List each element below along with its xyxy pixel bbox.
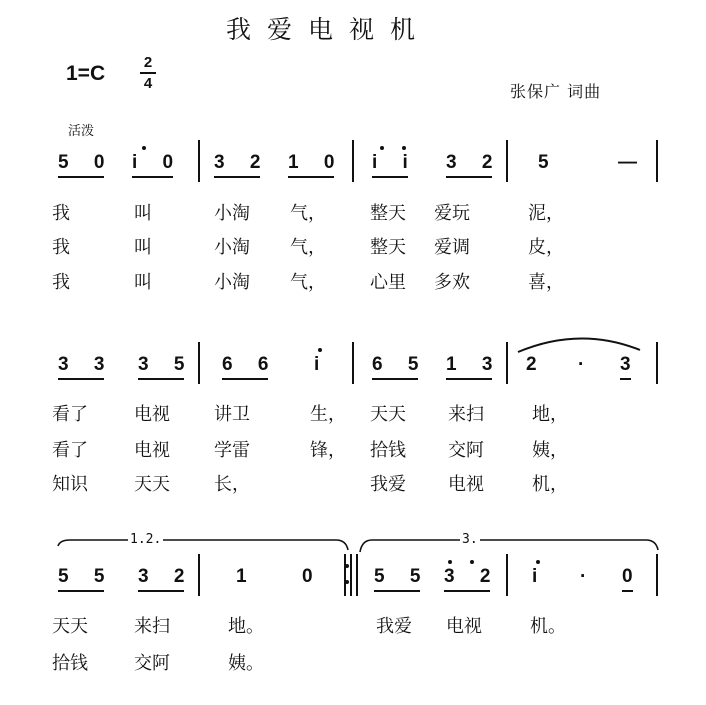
note-group: 0: [622, 566, 643, 587]
note-group: 1 3: [446, 354, 503, 375]
note-group: 3 3: [58, 354, 115, 375]
repeat-dot: [345, 580, 349, 584]
note-group: 3 5: [138, 354, 195, 375]
note-group: i: [532, 566, 548, 587]
note-group: 3 2: [446, 152, 503, 173]
note-group: 2: [526, 354, 547, 375]
note-group: ·: [578, 354, 595, 375]
note-group: i: [314, 354, 330, 375]
volta-bracket-1: [58, 540, 348, 550]
note-group: 6 6: [222, 354, 279, 375]
note-group: i i: [372, 152, 418, 173]
note-group: 5 5: [58, 566, 115, 587]
note-group: 0: [302, 566, 323, 587]
key-signature: 1=C: [66, 62, 106, 85]
note-group: 3: [620, 354, 641, 375]
credit: 张保广 词曲: [510, 82, 602, 101]
note-group: 1 0: [288, 152, 345, 173]
note-group: —: [618, 152, 647, 173]
time-signature-top: 2: [143, 54, 153, 71]
volta-1-label: 1.2.: [130, 532, 162, 547]
repeat-dot: [345, 564, 349, 568]
tie-arc: [518, 338, 640, 352]
note-group: i 0: [132, 152, 184, 173]
note-group: 3 2: [214, 152, 271, 173]
note-group: 5 5: [374, 566, 431, 587]
volta-2-label: 3.: [462, 532, 478, 547]
volta-bracket-2: [360, 540, 658, 552]
note-group: 3 2: [444, 566, 501, 587]
note-group: ·: [580, 566, 597, 587]
time-signature-bottom: 4: [143, 75, 153, 92]
page-title: 我爱电视机: [226, 15, 432, 44]
note-group: 1: [236, 566, 257, 587]
note-group: 5 0: [58, 152, 115, 173]
note-group: 6 5: [372, 354, 429, 375]
tempo-marking: 活泼: [68, 124, 95, 139]
note-group: 3 2: [138, 566, 195, 587]
note-group: 5: [538, 152, 559, 173]
